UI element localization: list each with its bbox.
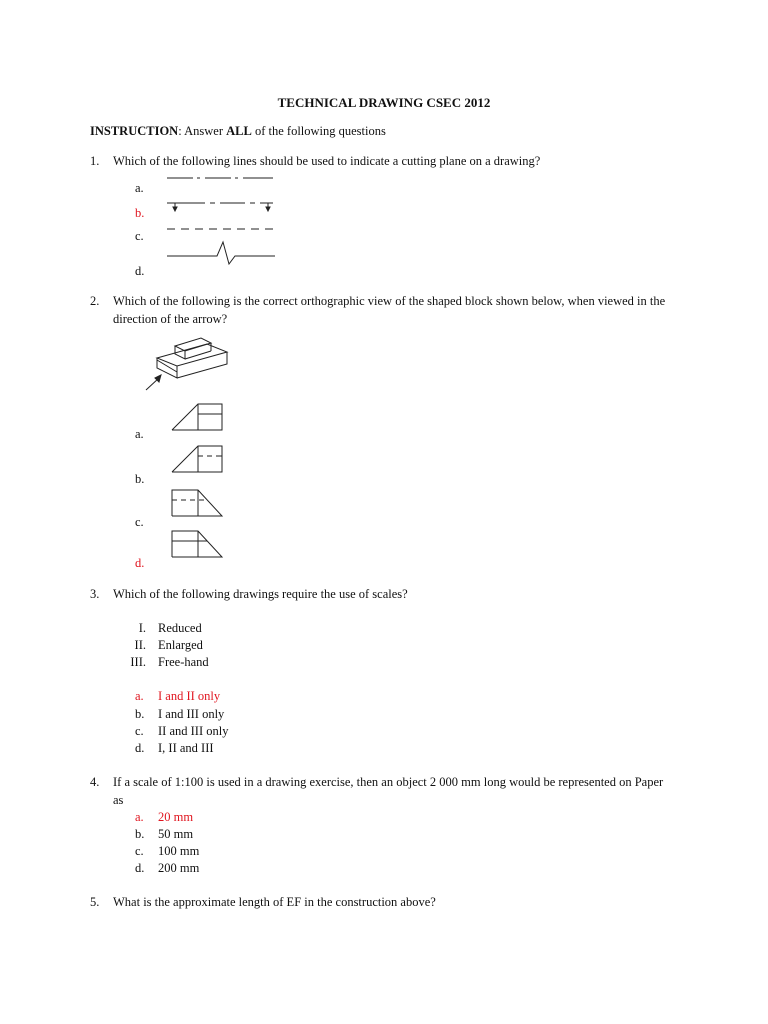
q2-option-b-label: b. bbox=[135, 472, 145, 486]
q4-option-a-text: 20 mm bbox=[158, 810, 194, 824]
q3-option-b-label: b. bbox=[135, 707, 145, 721]
q3-option-c-label: c. bbox=[135, 724, 144, 738]
q1-option-a-line-figure bbox=[165, 173, 280, 183]
q3-statement-text: Enlarged bbox=[158, 638, 203, 652]
q1-option-d-break-line-figure bbox=[165, 236, 280, 268]
question-2-text-line1: Which of the following is the correct orthographic view of the shaped block shown below, when viewed in the bbox=[113, 294, 666, 308]
q3-option-b-text: I and III only bbox=[158, 707, 225, 721]
q1-option-b-label: b. bbox=[135, 206, 145, 220]
q4-option-c-label: c. bbox=[135, 844, 144, 858]
instruction-line bbox=[90, 123, 386, 139]
q4-option-b-text: 50 mm bbox=[158, 827, 194, 841]
q4-option-a-label: a. bbox=[135, 810, 144, 824]
q2-shaped-block-isometric-figure bbox=[143, 328, 238, 396]
q2-option-b-view-figure bbox=[170, 442, 230, 477]
instruction-label: INSTRUCTION bbox=[90, 124, 179, 138]
q1-option-c-label: c. bbox=[135, 229, 144, 243]
question-3-text: Which of the following drawings require the use of scales? bbox=[113, 587, 408, 601]
q3-statement-numeral: II. bbox=[134, 638, 146, 652]
q1-option-b-cutting-plane-figure bbox=[165, 196, 280, 216]
q3-statement-numeral: III. bbox=[130, 655, 146, 669]
q2-option-a-view-figure bbox=[170, 400, 230, 435]
q1-option-a-label: a. bbox=[135, 181, 144, 195]
question-1-text: Which of the following lines should be used to indicate a cutting plane on a drawing? bbox=[113, 154, 541, 168]
q2-option-a-label: a. bbox=[135, 427, 144, 441]
question-4-text-line2: as bbox=[113, 793, 124, 807]
q3-option-d-text: I, II and III bbox=[158, 741, 214, 755]
question-3-number: 3. bbox=[90, 587, 100, 601]
q3-statement-numeral: I. bbox=[138, 621, 146, 635]
q4-option-c-text: 100 mm bbox=[158, 844, 200, 858]
q1-option-d-label: d. bbox=[135, 264, 145, 278]
q2-option-c-view-figure bbox=[170, 486, 230, 521]
question-1-number: 1. bbox=[90, 154, 100, 168]
q3-statement-text: Free-hand bbox=[158, 655, 209, 669]
q2-option-d-view-figure bbox=[170, 527, 230, 562]
instruction-text-before: : Answer bbox=[178, 124, 227, 138]
instruction-text-after: of the following questions bbox=[251, 124, 386, 138]
question-4-text-line1: If a scale of 1:100 is used in a drawing exercise, then an object 2 000 mm long would be represented on Paper bbox=[113, 775, 664, 789]
q4-option-b-label: b. bbox=[135, 827, 145, 841]
instruction-emphasis: ALL bbox=[226, 124, 252, 138]
q4-option-d-text: 200 mm bbox=[158, 861, 200, 875]
question-2-text-line2: direction of the arrow? bbox=[113, 312, 228, 326]
q2-option-c-label: c. bbox=[135, 515, 144, 529]
page-title: TECHNICAL DRAWING CSEC 2012 bbox=[277, 95, 491, 110]
q4-option-d-label: d. bbox=[135, 861, 145, 875]
question-4-number: 4. bbox=[90, 775, 100, 789]
q1-option-c-hidden-line-figure bbox=[165, 224, 280, 234]
question-2-number: 2. bbox=[90, 294, 100, 308]
question-5-text: What is the approximate length of EF in the construction above? bbox=[113, 895, 436, 909]
q3-option-c-text: II and III only bbox=[158, 724, 229, 738]
question-5-number: 5. bbox=[90, 895, 100, 909]
q3-option-a-label: a. bbox=[135, 689, 144, 703]
q3-option-d-label: d. bbox=[135, 741, 145, 755]
q3-statement-text: Reduced bbox=[158, 621, 202, 635]
q2-option-d-label: d. bbox=[135, 556, 145, 570]
q3-option-a-text: I and II only bbox=[158, 689, 221, 703]
